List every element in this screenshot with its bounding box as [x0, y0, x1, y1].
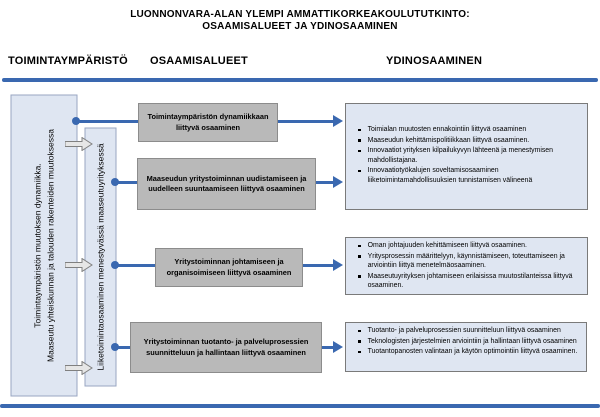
bullet-icon	[358, 139, 361, 142]
list-item	[356, 136, 581, 146]
list-item-text: Maaseutuyrityksen johtamiseen erilaisissa muutostilanteissa liittyvä osaaminen.	[367, 272, 573, 290]
bullet-icon	[358, 351, 361, 354]
bullet-icon	[358, 340, 361, 343]
connector-arrow-icon	[333, 176, 343, 188]
business-competence-panel: Liiketoimintaosaaminen menestyvässä maaseutuyrityksessä	[85, 128, 117, 387]
list-item	[356, 337, 580, 347]
bullet-icon	[358, 255, 361, 258]
bullet-icon	[358, 170, 361, 173]
connector-arrow-icon	[333, 115, 343, 127]
environment-panel-line-2: Maaseutu yhteiskunnan ja talouden rakenteiden muutoksessa	[45, 129, 55, 362]
competence-area-box-1: Toimintaympäristön dynamiikkaan liittyvä osaaminen	[138, 103, 278, 142]
list-item-text: Innovaatiotyökalujen soveltamisosaaminen liiketoimintamahdollisuuksien tunnistamisen välineenä	[367, 167, 533, 184]
column-header-osaamisalueet: OSAAMISALUEET	[150, 55, 248, 67]
environment-panel-line-1: Toimintaympäristön muutoksen dynamiikka.	[32, 163, 42, 328]
competence-area-box-3: Yritystoiminnan johtamiseen ja organisoimiseen liittyvä osaaminen	[155, 248, 303, 287]
list-item	[356, 326, 580, 336]
list-item-text: Maaseudun kehittämispolitiikkaan liittyvä osaaminen.	[367, 136, 530, 144]
core-competence-box-1	[345, 103, 588, 210]
header-divider-rule	[2, 78, 598, 82]
bullet-icon	[358, 330, 361, 333]
list-item-text: Innovaatiot yrityksen kilpailukyvyn lähteenä ja menestymisen mahdollistajana.	[367, 147, 553, 164]
list-item-text: Oman johtajuuden kehittämiseen liittyvä osaaminen.	[367, 242, 527, 249]
bullet-icon	[358, 150, 361, 153]
right-arrow-icon	[65, 361, 93, 375]
connector-arrow-icon	[333, 341, 343, 353]
page-title	[0, 9, 600, 33]
title-line-1: LUONNONVARA-ALAN YLEMPI AMMATTIKORKEAKOULUTUTKINTO:	[130, 9, 470, 20]
bullet-icon	[358, 129, 361, 132]
list-item-text: Toimialan muutosten ennakointiin liittyvä osaaminen	[367, 126, 527, 133]
list-item-text: Yritysprosessin määrittelyyn, käynnistämiseen, toteuttamiseen ja arviointiin liittyä menetelmäosaaminen.	[367, 252, 565, 270]
bullet-icon	[358, 245, 361, 248]
list-item	[356, 347, 580, 357]
list-item-text: Tuotanto- ja palveluprosessien suunnitteluun liittyvä osaaminen	[367, 327, 561, 334]
bullet-icon	[358, 275, 361, 278]
list-item	[356, 252, 581, 271]
connector-arrow-icon	[333, 259, 343, 271]
list-item	[356, 241, 581, 251]
right-arrow-icon	[65, 137, 93, 151]
column-header-toimintaymparisto: TOIMINTAYMPÄRISTÖ	[8, 55, 128, 67]
list-item	[356, 146, 581, 165]
list-item	[356, 125, 581, 135]
list-item-text: Teknologisten järjestelmien arviointiin ja hallintaan liittyvä osaaminen	[367, 337, 577, 345]
competence-area-box-2: Maaseudun yritystoiminnan uudistamiseen ja uudelleen suuntaamiseen liittyvä osaaminen	[137, 158, 316, 210]
list-item-text: Tuotantopanosten valintaan ja käytön optimointiin liittyvä osaaminen.	[367, 348, 578, 356]
right-arrow-icon	[65, 258, 93, 272]
list-item	[356, 272, 581, 291]
title-line-2: OSAAMISALUEET JA YDINOSAAMINEN	[202, 21, 398, 32]
core-competence-box-3	[345, 322, 587, 372]
competence-area-box-4: Yritystoiminnan tuotanto- ja palveluprosessien suunnitteluun ja hallintaan liittyvä osaaminen	[130, 322, 322, 373]
footer-divider-rule	[0, 404, 600, 408]
column-header-ydinosaaminen: YDINOSAAMINEN	[386, 55, 483, 67]
list-item	[356, 166, 581, 185]
core-competence-box-2	[345, 237, 588, 295]
